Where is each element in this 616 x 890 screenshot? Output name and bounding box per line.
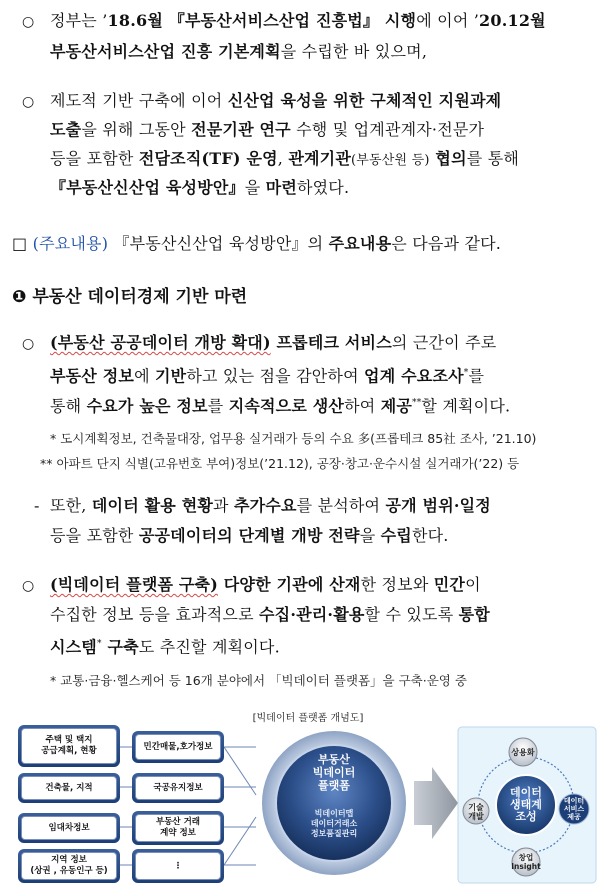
data-source-box: 국공유지정보	[132, 773, 224, 803]
text-line: 시스템* 구축도 추진할 계획이다.	[50, 637, 280, 657]
data-source-box: ⋮	[132, 849, 224, 883]
summary-line: □ (주요내용) 『부동산신산업 육성방안』의 주요내용은 다음과 같다.	[12, 234, 502, 253]
text-line: 등을 포함한 공공데이터의 단계별 개방 전략을 수립한다.	[50, 526, 449, 545]
platform-features: 빅데이터맵 데이터거래소 정보품질관리	[310, 809, 358, 838]
data-source-box: 지역 정보 (상권 , 유동인구 등)	[18, 849, 120, 883]
connector-lines	[120, 747, 256, 865]
node-label-tech: 기술 개발	[468, 803, 484, 821]
checkbox-icon: □	[12, 234, 28, 253]
footnote: * 교통·금융·헬스케어 등 16개 분야에서 「빅데이터 플랫폼」을 구축·운영 중	[50, 673, 467, 688]
summary-label: (주요내용)	[32, 234, 109, 253]
arrow-icon	[414, 767, 458, 839]
text-line: 제도적 기반 구축에 이어 신산업 육성을 위한 구체적인 지원과제	[50, 91, 502, 110]
text-line: 등을 포함한 전담조직(TF) 운영, 관계기관(부동산원 등) 협의를 통해	[50, 149, 520, 168]
text-line: (빅데이터 플랫폼 구축) 다양한 기관에 산재한 정보와 민간이	[50, 575, 481, 594]
data-source-box: 민간매물,호가정보	[132, 731, 224, 763]
node-label-startup: 창업 Insight	[511, 853, 541, 871]
bullet-circle: ○	[22, 336, 35, 352]
node-label-service: 데이터 서비스 제공	[563, 797, 585, 821]
data-source-box: 건축물, 지적	[18, 773, 120, 803]
text-line: 『부동산신산업 육성방안』을 마련하였다.	[50, 178, 350, 197]
text-line: 수집한 정보 등을 효과적으로 수집·관리·활용할 수 있도록 통합	[50, 605, 490, 624]
diagram-title: [빅데이터 플랫폼 개념도]	[252, 713, 364, 724]
text-line: 통해 수요가 높은 정보를 지속적으로 생산하여 제공**할 계획이다.	[50, 396, 511, 416]
footnote: ** 아파트 단지 식별(고유번호 부여)정보(’21.12), 공장·창고·운수시설 실거래가(’22) 등	[40, 456, 520, 471]
text-line: (부동산 공공데이터 개방 확대) 프롭테크 서비스의 근간이 주로	[50, 333, 497, 352]
text-line: 부동산서비스산업 진흥 기본계획을 수립한 바 있으며,	[50, 42, 428, 61]
data-source-box: 부동산 거래 계약 정보	[132, 811, 224, 845]
big-data-platform-diagram	[18, 725, 598, 885]
section-title: 부동산 데이터경제 기반 마련	[32, 287, 248, 307]
data-source-box: 임대차정보	[18, 813, 120, 843]
data-source-box: 주택 및 택지 공급계획, 현황	[18, 725, 120, 767]
text-line: 정부는 ’18.6월 『부동산서비스산업 진흥법』 시행에 이어 ’20.12월	[50, 11, 546, 30]
ecosystem-title: 데이터 생태계 조성	[510, 786, 542, 823]
bullet-circle: ○	[22, 578, 35, 594]
node-label-commercialization: 상용화	[511, 748, 535, 757]
section-number: ❶	[12, 287, 27, 307]
bullet-circle: ○	[22, 14, 35, 30]
text-line: 또한, 데이터 활용 현황과 추가수요를 분석하여 공개 범위·일정	[50, 496, 491, 515]
footnote: * 도시계획정보, 건축물대장, 업무용 실거래가 등의 수요 多(프롭테크 85社 조사, ’21.10)	[50, 431, 537, 446]
bullet-circle: ○	[22, 94, 35, 110]
dash-marker: -	[34, 496, 40, 515]
text-line: 도출을 위해 그동안 전문기관 연구 수행 및 업계관계자·전문가	[50, 120, 485, 139]
platform-title: 부동산 빅데이터 플랫폼	[312, 753, 356, 792]
text-line: 부동산 정보에 기반하고 있는 점을 감안하여 업계 수요조사*를	[50, 366, 485, 386]
section-heading	[12, 282, 247, 307]
